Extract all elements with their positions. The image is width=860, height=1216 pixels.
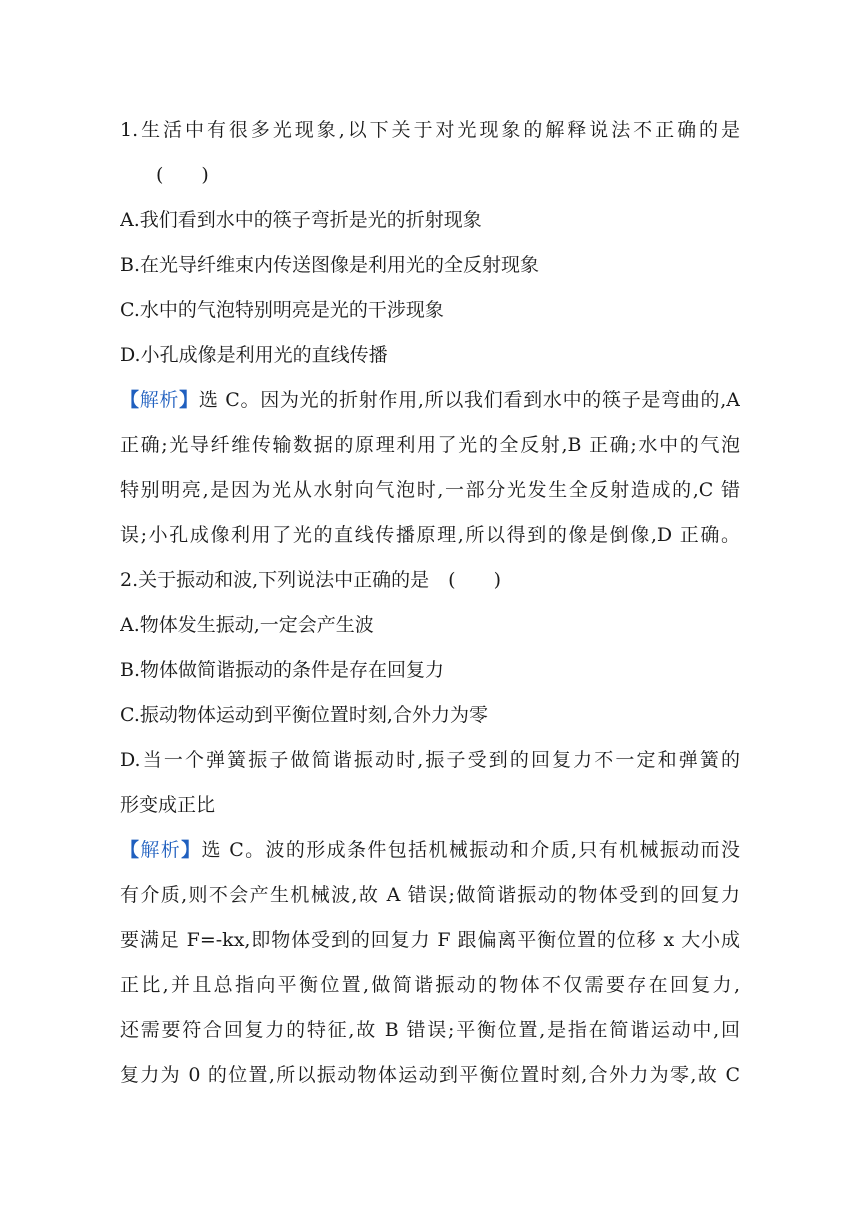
question-2-option-d-continued: 形变成正比 xyxy=(120,794,216,816)
analysis-tag-right-bracket: 】 xyxy=(181,839,202,861)
question-2-analysis-line-1 xyxy=(120,828,740,873)
analysis-text: 选 C。波的形成条件包括机械振动和介质,只有机械振动而没 xyxy=(201,839,740,861)
analysis-tag-left-bracket: 【 xyxy=(120,389,140,411)
question-1-stem: 1.生活中有很多光现象,以下关于对光现象的解释说法不正确的是 xyxy=(120,119,740,141)
question-1-option-b: B.在光导纤维束内传送图像是利用光的全反射现象 xyxy=(120,254,540,276)
analysis-text: 选 C。因为光的折射作用,所以我们看到水中的筷子是弯曲的,A xyxy=(198,389,740,411)
question-2-option-c: C.振动物体运动到平衡位置时刻,合外力为零 xyxy=(120,704,488,726)
question-1-analysis-line-3: 特别明亮,是因为光从水射向气泡时,一部分光发生全反射造成的,C 错 xyxy=(120,479,740,501)
analysis-tag: 解析 xyxy=(139,389,180,411)
document-page xyxy=(120,108,740,1098)
question-1-analysis-line-2: 正确;光导纤维传输数据的原理利用了光的全反射,B 正确;水中的气泡 xyxy=(120,434,740,456)
question-2-analysis-line-4: 正比,并且总指向平衡位置,做简谐振动的物体不仅需要存在回复力, xyxy=(120,974,740,996)
question-1-answer-blank: ( ) xyxy=(156,164,209,186)
question-2-analysis-line-6: 复力为 0 的位置,所以振动物体运动到平衡位置时刻,合外力为零,故 C xyxy=(120,1064,740,1086)
analysis-tag-left-bracket: 【 xyxy=(120,839,141,861)
question-2-analysis-line-3: 要满足 F=-kx,即物体受到的回复力 F 跟偏离平衡位置的位移 x 大小成 xyxy=(120,929,740,951)
question-1-analysis-line-1 xyxy=(120,378,740,423)
question-1-analysis-line-4: 误;小孔成像利用了光的直线传播原理,所以得到的像是倒像,D 正确。 xyxy=(120,524,740,546)
question-2-option-a: A.物体发生振动,一定会产生波 xyxy=(120,614,374,636)
question-1-option-c: C.水中的气泡特别明亮是光的干涉现象 xyxy=(120,299,444,321)
analysis-tag-right-bracket: 】 xyxy=(179,389,199,411)
question-2-option-d: D.当一个弹簧振子做简谐振动时,振子受到的回复力不一定和弹簧的 xyxy=(120,749,740,771)
question-2-option-b: B.物体做简谐振动的条件是存在回复力 xyxy=(120,659,445,681)
question-1-option-a: A.我们看到水中的筷子弯折是光的折射现象 xyxy=(120,209,482,231)
question-1-option-d: D.小孔成像是利用光的直线传播 xyxy=(120,344,388,366)
analysis-tag: 解析 xyxy=(140,839,182,861)
question-2-analysis-line-5: 还需要符合回复力的特征,故 B 错误;平衡位置,是指在简谐运动中,回 xyxy=(120,1019,740,1041)
question-2-stem: 2.关于振动和波,下列说法中正确的是 ( ) xyxy=(120,569,501,591)
question-2-analysis-line-2: 有介质,则不会产生机械波,故 A 错误;做简谐振动的物体受到的回复力 xyxy=(120,884,740,906)
